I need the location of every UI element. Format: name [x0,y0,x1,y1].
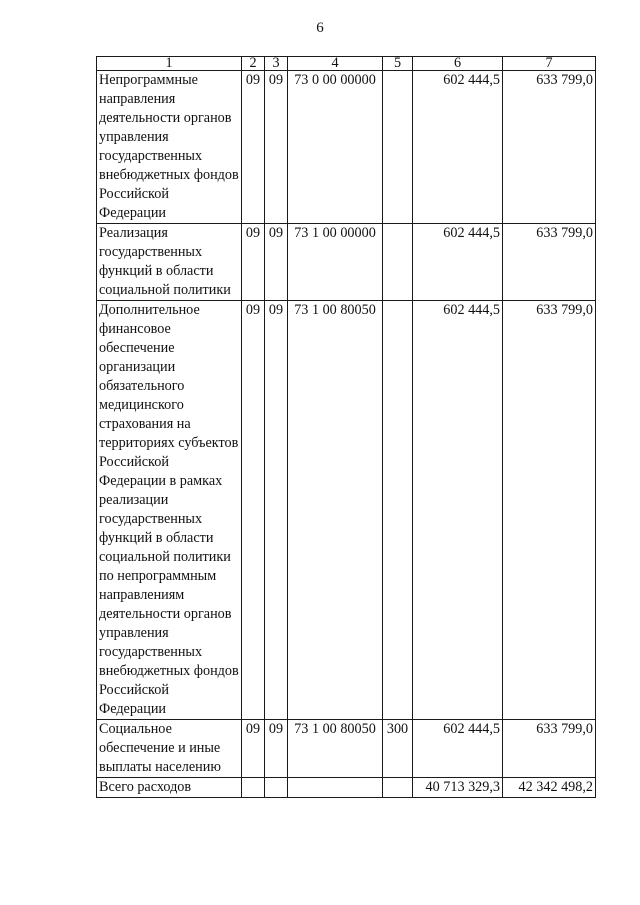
row-subsection-code: 09 [265,71,288,224]
column-header-amount-year-2: 7 [503,57,596,71]
total-empty-cell [265,778,288,798]
table-row [97,720,596,778]
total-empty-cell [242,778,265,798]
row-name: Социальное обеспечение и иные выплаты населению [97,720,242,778]
row-name: Дополнительное финансовое обеспечение организации обязательного медицинского страхования на территориях субъектов Российской Федерации в рамках реализации государственных функций в области социальной политики по непрограммным направлениям деятельности органов управления государственных внебюджетных фондов Российской Федерации [97,301,242,720]
header-row [97,57,596,71]
row-amount-year-2: 633 799,0 [503,301,596,720]
page-number: 6 [316,20,324,36]
total-amount-year-2: 42 342 498,2 [503,778,596,798]
total-empty-cell [383,778,413,798]
row-section-code: 09 [242,301,265,720]
column-header-amount-year-1: 6 [413,57,503,71]
table-row [97,224,596,301]
total-amount-year-1: 40 713 329,3 [413,778,503,798]
row-subsection-code: 09 [265,301,288,720]
row-target-article-code: 73 1 00 80050 [288,720,383,778]
total-empty-cell [288,778,383,798]
column-header-name: 1 [97,57,242,71]
row-amount-year-1: 602 444,5 [413,224,503,301]
row-amount-year-2: 633 799,0 [503,71,596,224]
row-amount-year-2: 633 799,0 [503,224,596,301]
row-amount-year-1: 602 444,5 [413,720,503,778]
row-subsection-code: 09 [265,720,288,778]
row-expense-type-code [383,71,413,224]
column-header-target-article: 4 [288,57,383,71]
row-name: Реализация государственных функций в области социальной политики [97,224,242,301]
column-header-subsection: 3 [265,57,288,71]
table-row [97,71,596,224]
row-target-article-code: 73 1 00 80050 [288,301,383,720]
column-header-section: 2 [242,57,265,71]
row-section-code: 09 [242,71,265,224]
row-section-code: 09 [242,720,265,778]
row-name: Непрограммные направления деятельности органов управления государственных внебюджетных фондов Российской Федерации [97,71,242,224]
row-target-article-code: 73 0 00 00000 [288,71,383,224]
row-section-code: 09 [242,224,265,301]
total-row [97,778,596,798]
row-expense-type-code: 300 [383,720,413,778]
total-label: Всего расходов [97,778,242,798]
column-header-expense-type: 5 [383,57,413,71]
row-expense-type-code [383,224,413,301]
row-amount-year-2: 633 799,0 [503,720,596,778]
budget-expenditure-table [96,56,596,798]
row-amount-year-1: 602 444,5 [413,301,503,720]
row-target-article-code: 73 1 00 00000 [288,224,383,301]
table-row [97,301,596,720]
row-amount-year-1: 602 444,5 [413,71,503,224]
row-expense-type-code [383,301,413,720]
row-subsection-code: 09 [265,224,288,301]
